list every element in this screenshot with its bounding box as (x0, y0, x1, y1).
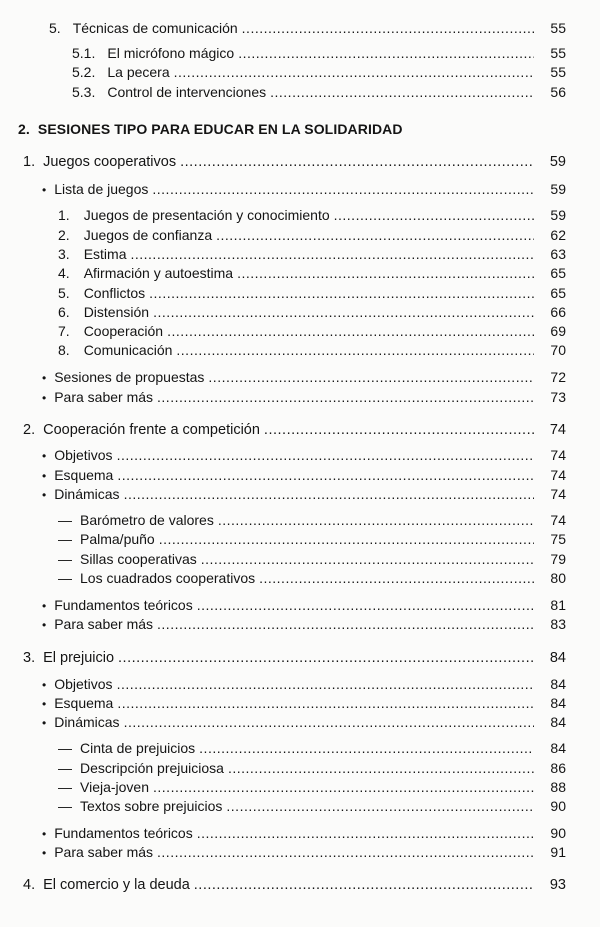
bullet-marker: • (42, 371, 47, 385)
entry-title: Conflictos (83, 285, 146, 301)
page-number: 91 (550, 844, 566, 860)
page-number: 86 (550, 760, 566, 776)
page-number: 84 (550, 740, 566, 756)
toc-entry (58, 569, 566, 587)
toc-entry (72, 83, 566, 101)
entry-title: Los cuadrados cooperativos (80, 570, 256, 586)
dot-leader (117, 446, 534, 464)
dot-leader (237, 264, 534, 282)
dot-leader (194, 876, 534, 894)
page-number: 80 (550, 570, 566, 586)
bullet-marker: • (42, 716, 47, 730)
entry-title: El comercio y la deuda (43, 877, 190, 893)
toc-entry (49, 19, 566, 37)
toc-entry (42, 694, 566, 712)
bullet-marker: • (42, 678, 47, 692)
dot-leader (199, 739, 534, 757)
toc-entry (58, 550, 566, 568)
toc-entry (58, 245, 566, 263)
dot-leader (174, 63, 534, 81)
toc-entry (58, 739, 566, 757)
entry-number: 3. (58, 246, 70, 262)
page-number: 69 (550, 323, 566, 339)
entry-number: 5.1. (72, 45, 96, 61)
entry-title: Objetivos (54, 676, 113, 692)
dash-marker: — (58, 779, 72, 795)
dot-leader (176, 341, 534, 359)
toc-entry (58, 303, 566, 321)
toc-entry (58, 759, 566, 777)
entry-title: Descripción prejuiciosa (80, 760, 224, 776)
dot-leader (153, 303, 534, 321)
entry-title: Juegos cooperativos (43, 154, 177, 170)
entry-number: 5.3. (72, 84, 96, 100)
dot-leader (117, 694, 534, 712)
toc-entry (72, 63, 566, 81)
dot-leader (157, 843, 534, 861)
page-number: 75 (550, 531, 566, 547)
toc-entry (58, 530, 566, 548)
page-number: 84 (550, 695, 566, 711)
entry-title: Fundamentos teóricos (54, 825, 193, 841)
bullet-marker: • (42, 488, 47, 502)
page-number: 65 (550, 285, 566, 301)
page-number: 66 (550, 304, 566, 320)
bullet-marker: • (42, 846, 47, 860)
entry-number: 7. (58, 323, 70, 339)
entry-title: Cinta de prejuicios (80, 740, 196, 756)
entry-title: Fundamentos teóricos (54, 597, 193, 613)
dot-leader (149, 284, 534, 302)
toc-entry (58, 322, 566, 340)
entry-title: Sillas cooperativas (80, 551, 197, 567)
dot-leader (197, 824, 534, 842)
dot-leader (167, 322, 534, 340)
section-number: 2. (18, 121, 30, 137)
page-number: 62 (550, 227, 566, 243)
dot-leader (197, 596, 534, 614)
toc-entry (58, 511, 566, 529)
entry-title: Vieja-joven (80, 779, 150, 795)
entry-title: Objetivos (54, 447, 113, 463)
dash-marker: — (58, 531, 72, 547)
page-number: 83 (550, 616, 566, 632)
dash-marker: — (58, 551, 72, 567)
toc-entry (42, 843, 566, 861)
entry-number: 8. (58, 342, 70, 358)
dash-marker: — (58, 740, 72, 756)
entry-title: Sesiones de propuestas (54, 369, 205, 385)
entry-title: Lista de juegos (54, 181, 149, 197)
bullet-marker: • (42, 449, 47, 463)
page-number: 72 (550, 369, 566, 385)
dot-leader (157, 615, 534, 633)
dash-marker: — (58, 570, 72, 586)
toc-entry (42, 713, 566, 731)
entry-title: El micrófono mágico (107, 45, 235, 61)
dot-leader (238, 44, 534, 62)
dot-leader (117, 675, 534, 693)
entry-title: Juegos de presentación y conocimiento (83, 207, 330, 223)
entry-title: Comunicación (83, 342, 173, 358)
dash-marker: — (58, 512, 72, 528)
entry-title: Distensión (83, 304, 150, 320)
dot-leader (334, 206, 534, 224)
page-number: 84 (549, 650, 566, 666)
page-number: 55 (550, 45, 566, 61)
page-number: 59 (549, 154, 566, 170)
toc-entry (58, 226, 566, 244)
toc-entry (23, 421, 566, 439)
toc-entry (58, 341, 566, 359)
page-number: 55 (550, 20, 566, 36)
dot-leader (201, 550, 534, 568)
dot-leader (264, 421, 534, 439)
entry-number: 5. (58, 285, 70, 301)
entry-number: 4. (58, 265, 70, 281)
entry-number: 6. (58, 304, 70, 320)
page-number: 84 (550, 676, 566, 692)
page-number: 55 (550, 64, 566, 80)
entry-title: Para saber más (54, 616, 154, 632)
dot-leader (118, 649, 534, 667)
toc-entry (23, 153, 566, 171)
toc-entry (23, 649, 566, 667)
page-number: 93 (549, 877, 566, 893)
entry-number: 5.2. (72, 64, 96, 80)
page-number: 88 (550, 779, 566, 795)
dot-leader (226, 797, 534, 815)
entry-title: Estima (83, 246, 127, 262)
entry-title: El prejuicio (43, 650, 115, 666)
dot-leader (270, 83, 534, 101)
bullet-marker: • (42, 618, 47, 632)
entry-title: Control de intervenciones (107, 84, 267, 100)
dot-leader (157, 388, 534, 406)
entry-title: Para saber más (54, 844, 154, 860)
page-number: 73 (550, 389, 566, 405)
entry-title: Palma/puño (80, 531, 155, 547)
toc-entry (58, 284, 566, 302)
page-number: 74 (549, 422, 566, 438)
dot-leader (124, 485, 534, 503)
bullet-marker: • (42, 183, 47, 197)
page-number: 59 (550, 181, 566, 197)
entry-number: 5. (49, 20, 61, 36)
dot-leader (218, 511, 534, 529)
entry-title: Barómetro de valores (80, 512, 214, 528)
bullet-marker: • (42, 391, 47, 405)
toc-entry (58, 206, 566, 224)
entry-title: Dinámicas (54, 486, 120, 502)
toc-entry (58, 778, 566, 796)
page-number: 74 (550, 486, 566, 502)
toc-entry (72, 44, 566, 62)
page-number: 70 (550, 342, 566, 358)
page-number: 56 (550, 84, 566, 100)
dot-leader (152, 180, 534, 198)
toc-entry (58, 264, 566, 282)
dot-leader (242, 19, 534, 37)
toc-entry (23, 876, 566, 894)
page-number: 84 (550, 714, 566, 730)
page-number: 59 (550, 207, 566, 223)
dot-leader (124, 713, 534, 731)
dot-leader (228, 759, 534, 777)
toc-entry (42, 180, 566, 198)
toc-entry (42, 824, 566, 842)
dot-leader (208, 368, 534, 386)
page-number: 90 (550, 798, 566, 814)
entry-number: 4. (23, 877, 36, 893)
dash-marker: — (58, 760, 72, 776)
page-number: 81 (550, 597, 566, 613)
dot-leader (130, 245, 534, 263)
entry-number: 1. (23, 154, 36, 170)
entry-number: 1. (58, 207, 70, 223)
toc-entry (42, 485, 566, 503)
entry-title: Afirmación y autoestima (83, 265, 234, 281)
entry-title: Técnicas de comunicación (72, 20, 238, 36)
page-number: 65 (550, 265, 566, 281)
toc-entry (58, 797, 566, 815)
toc-entry (42, 446, 566, 464)
dot-leader (159, 530, 534, 548)
entry-number: 3. (23, 650, 36, 666)
entry-number: 2. (23, 422, 36, 438)
page-number: 90 (550, 825, 566, 841)
section-title: SESIONES TIPO PARA EDUCAR EN LA SOLIDARIDAD (37, 121, 403, 137)
entry-title: Cooperación (83, 323, 164, 339)
page-number: 74 (550, 447, 566, 463)
page-number: 79 (550, 551, 566, 567)
page-number: 74 (550, 512, 566, 528)
dash-marker: — (58, 798, 72, 814)
bullet-marker: • (42, 697, 47, 711)
dot-leader (117, 466, 534, 484)
section-heading (18, 121, 403, 141)
bullet-marker: • (42, 599, 47, 613)
entry-title: Juegos de confianza (83, 227, 213, 243)
dot-leader (216, 226, 534, 244)
toc-entry (42, 466, 566, 484)
bullet-marker: • (42, 469, 47, 483)
entry-title: Esquema (54, 695, 114, 711)
page-number: 63 (550, 246, 566, 262)
toc-entry (42, 615, 566, 633)
toc-entry (42, 675, 566, 693)
entry-title: La pecera (107, 64, 170, 80)
entry-number: 2. (58, 227, 70, 243)
entry-title: Dinámicas (54, 714, 120, 730)
entry-title: Esquema (54, 467, 114, 483)
entry-title: Para saber más (54, 389, 154, 405)
toc-entry (42, 388, 566, 406)
dot-leader (180, 153, 534, 171)
page-number: 74 (550, 467, 566, 483)
dot-leader (153, 778, 534, 796)
dot-leader (259, 569, 534, 587)
toc-entry (42, 368, 566, 386)
toc-entry (42, 596, 566, 614)
entry-title: Cooperación frente a competición (43, 422, 260, 438)
bullet-marker: • (42, 827, 47, 841)
entry-title: Textos sobre prejuicios (80, 798, 223, 814)
